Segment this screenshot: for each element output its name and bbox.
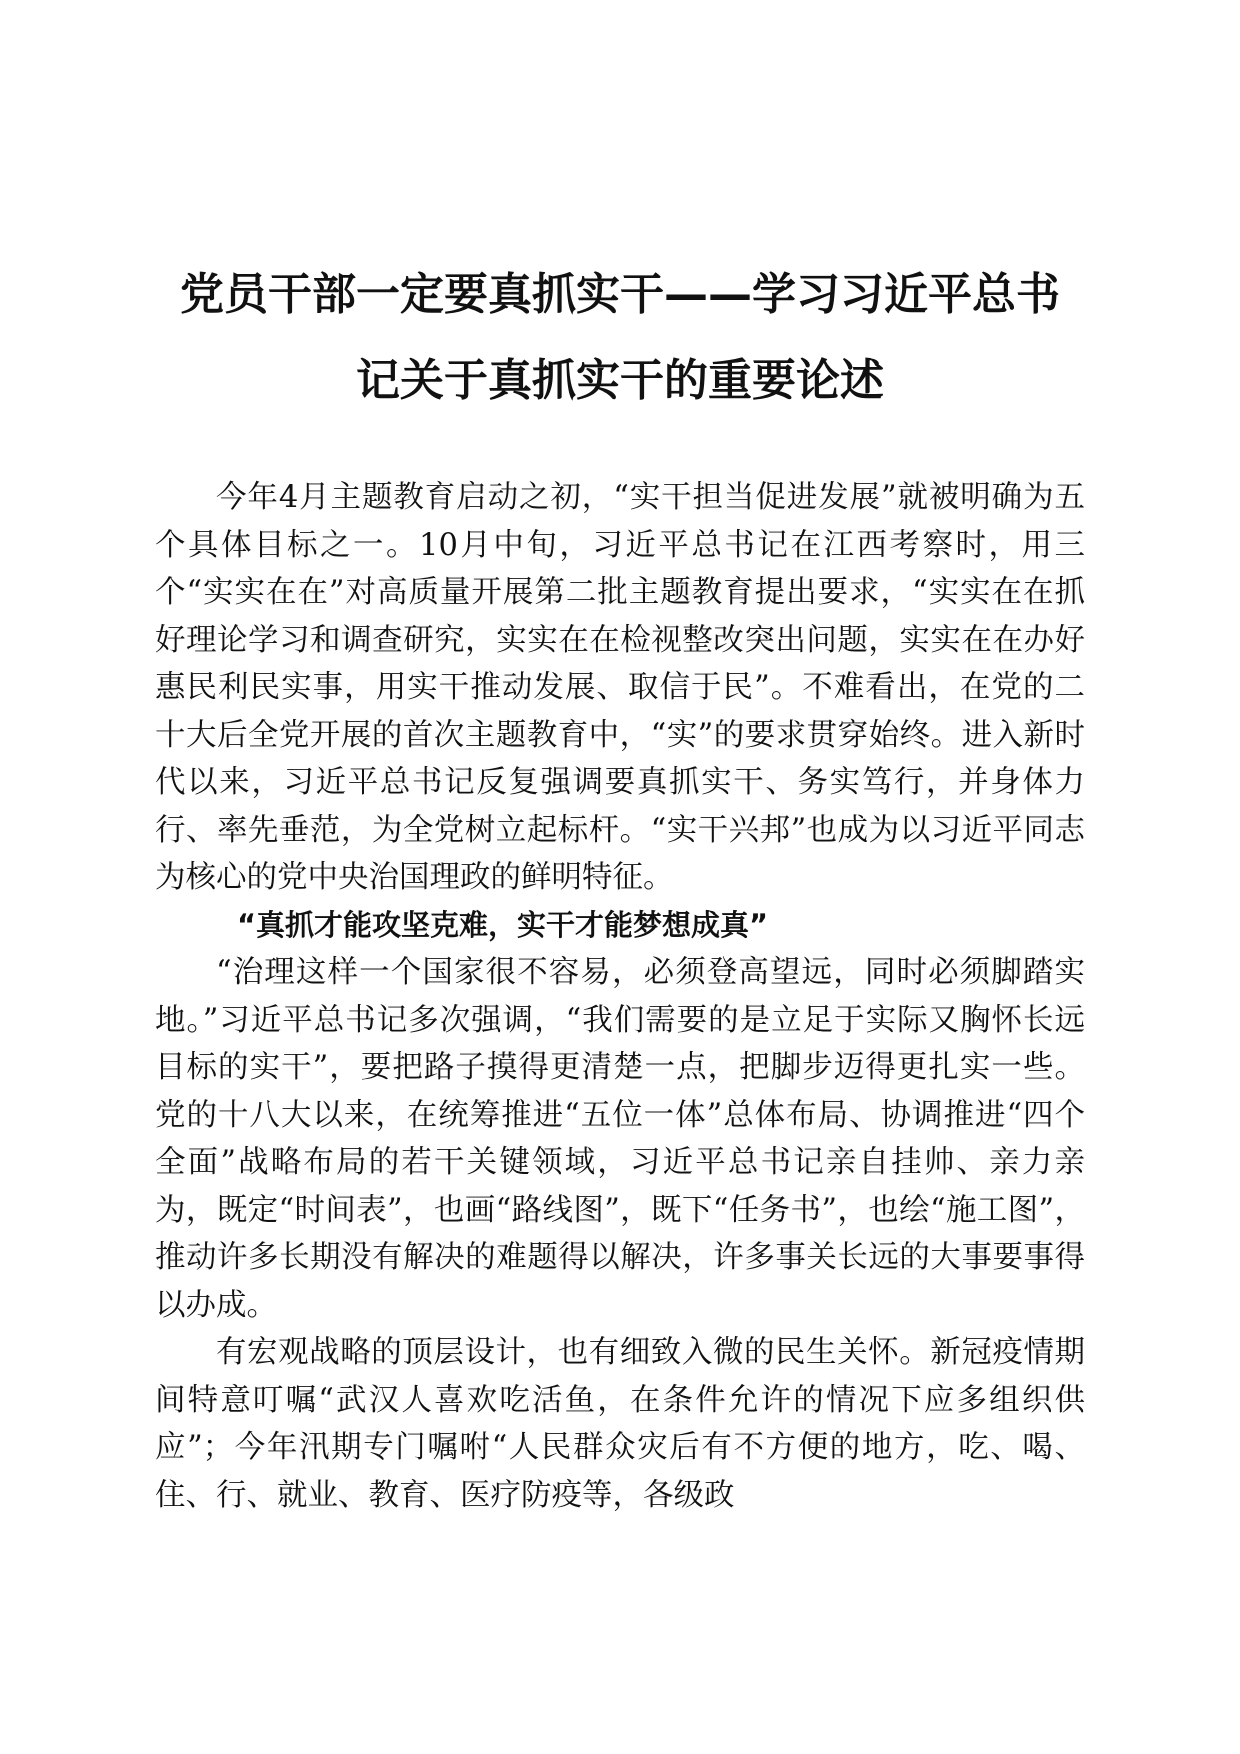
paragraph-governance: “治理这样一个国家很不容易，必须登高望远，同时必须脚踏实地。”习近平总书记多次强调，“我们需要的是立足于实际又胸怀长远目标的实干”，要把路子摸得更清楚一点，把脚步迈得更扎实一些。党的十八大以来，在统筹推进“五位一体”总体布局、协调推进“四个全面”战略布局的若干关键领域，习近平总书记亲自挂帅、亲力亲为，既定“时间表”，也画“路线图”，既下“任务书”，也绘“施工图”，推动许多长期没有解决的难题得以解决，许多事关长远的大事要事得以办成。 bbox=[155, 955, 1085, 1323]
section-subheading: “真抓才能攻坚克难，实干才能梦想成真” bbox=[237, 907, 769, 942]
title-line-1: 党员干部一定要真抓实干——学习习近平总书 bbox=[180, 269, 1060, 320]
paragraph-livelihood: 有宏观战略的顶层设计，也有细致入微的民生关怀。新冠疫情期间特意叮嘱“武汉人喜欢吃活鱼，在条件允许的情况下应多组织供应”；今年汛期专门嘱咐“人民群众灾后有不方便的地方，吃、喝、住、行、就业、教育、医疗防疫等，各级政 bbox=[155, 1335, 1085, 1513]
title-line-2: 记关于真抓实干的重要论述 bbox=[356, 355, 884, 406]
paragraph-intro: 今年4月主题教育启动之初，“实干担当促进发展”就被明确为五个具体目标之一。10月中旬，习近平总书记在江西考察时，用三个“实实在在”对高质量开展第二批主题教育提出要求，“实实在在抓好理论学习和调查研究，实实在在检视整改突出问题，实实在在办好惠民利民实事，用实干推动发展、取信于民”。不难看出，在党的二十大后全党开展的首次主题教育中，“实”的要求贯穿始终。进入新时代以来，习近平总书记反复强调要真抓实干、务实笃行，并身体力行、率先垂范，为全党树立起标杆。“实干兴邦”也成为以习近平同志为核心的党中央治国理政的鲜明特征。 bbox=[155, 480, 1085, 895]
document-title bbox=[140, 252, 1100, 424]
document-body bbox=[155, 474, 1085, 1519]
